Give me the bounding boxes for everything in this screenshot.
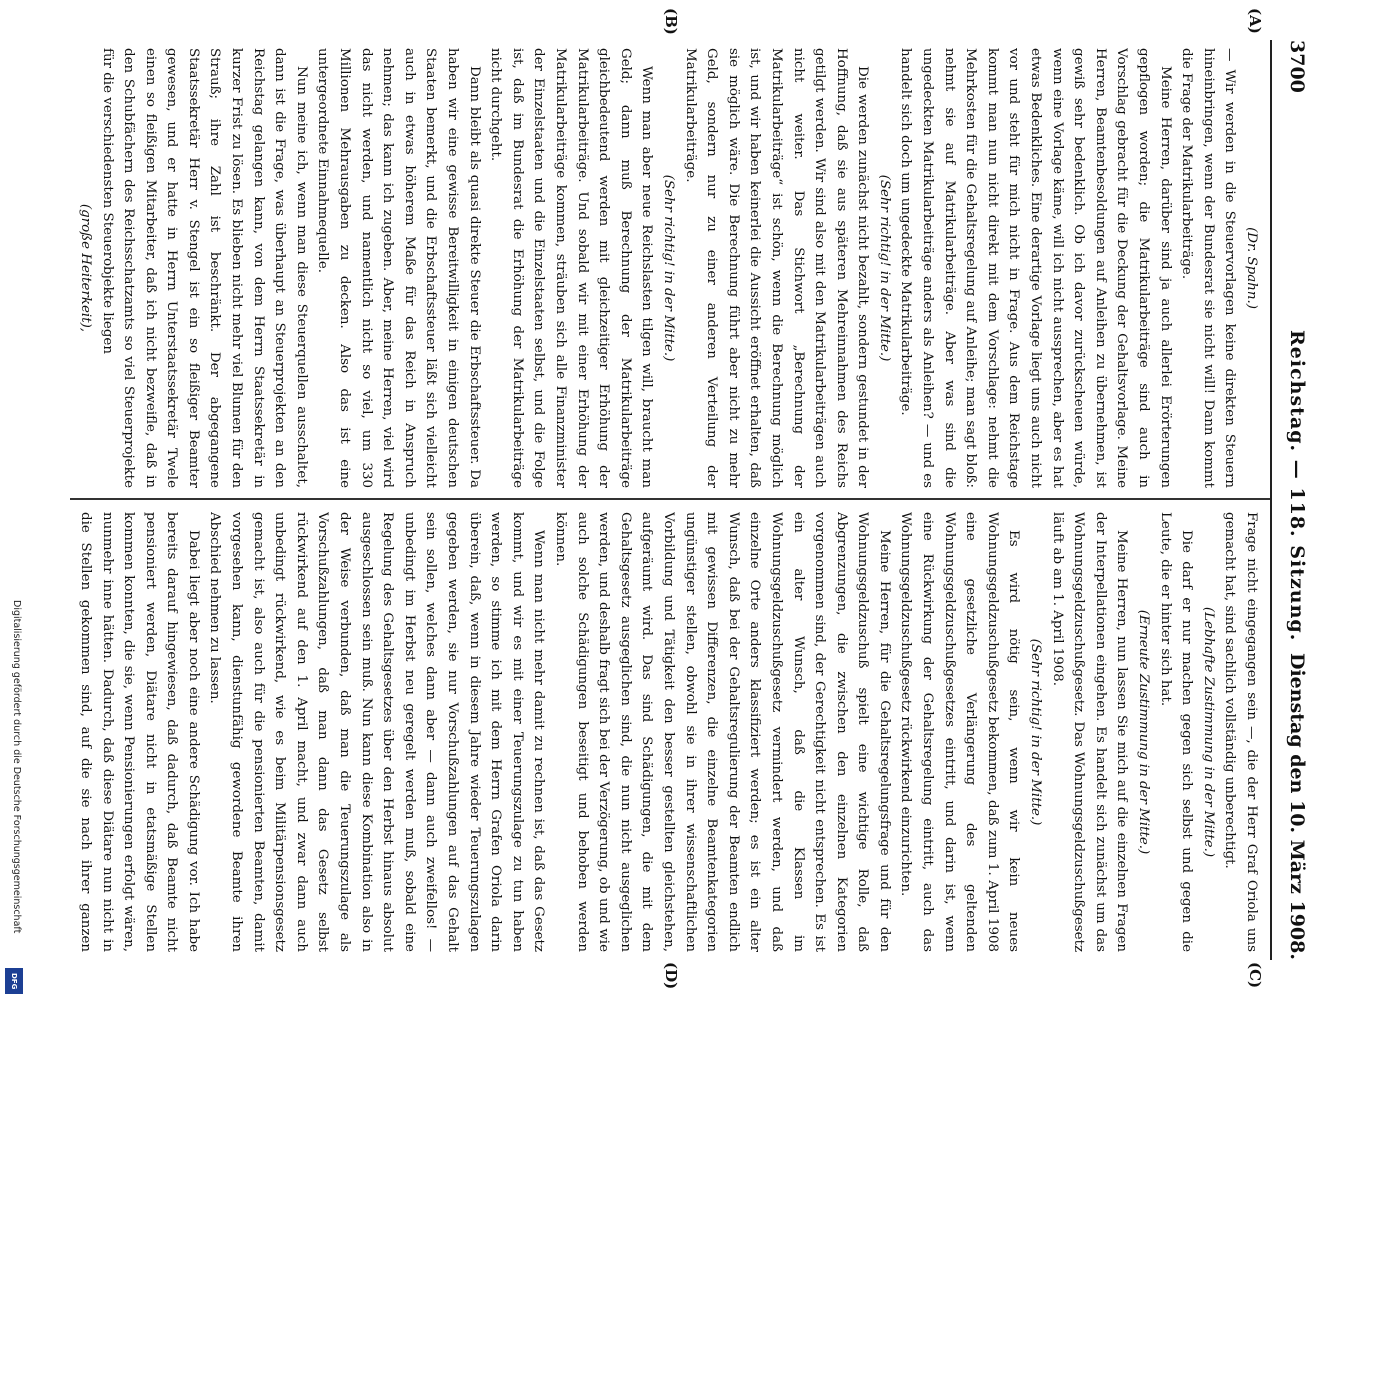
page-header: [1270, 40, 1320, 960]
stage-direction: (Lebhafte Zustimmung in der Mitte.): [1200, 606, 1216, 858]
paragraph: Nun meine ich, wenn man diese Steuerquellen ausschaltet, dann ist die Frage, was überhaupt an Steuerprojekten an den Reichstag gelangen kann, von dem Herrn Staatssekretär in kurzer Frist zu lösen. Es blieben nicht mehr viel Blumen für den Strauß; ihre Zahl ist beschränkt. Der abgegangene Staatssekretär Herr v. Stengel ist ein so fleißiger Beamter gewesen, und er hatte in Herrn Unterstaatssekretär Twele einen so fleißigen Mitarbeiter, daß ich nicht bezweifle, daß in den Schubfächern des Reichsschatzamts so viel Steuerprojekte für die verschiedensten Steuerobjekte liegen: [99, 48, 309, 488]
paragraph: Die werden zunächst nicht bezahlt, sondern gestundet in der Hoffnung, daß sie aus späteren Mehreinnahmen des Reichs getilgt werden. Wir sind also mit den Matrikularbeiträgen auch nicht weiter. Das Stichwort „Berechnung der Matrikularbeiträge“ ist schön, wenn die Berechnung möglich ist, und wir haben keinerlei die Aussicht eröffnet erhalten, daß sie möglich wäre. Die Berechnung führt aber nicht zu mehr Geld, sondern nur zu einer anderen Verteilung der Matrikularbeiträge.: [682, 48, 871, 488]
session-title: Reichstag. — 118. Sitzung.: [1286, 330, 1308, 642]
credit-text: Digitalisierung gefördert durch die Deutsche Forschungsgemeinschaft: [11, 600, 22, 934]
page-number: 3700: [1286, 40, 1308, 93]
paragraph: Die darf er nur machen gegen sich selbst und gegen die Leute, die er hinter sich hat.: [1157, 512, 1195, 952]
stage-direction: (Sehr richtig! in der Mitte.): [660, 174, 676, 362]
paragraph: Meine Herren, für die Gehaltsregelungsfrage und für den Wohnungsgeldzuschuß spielt eine wichtige Rolle, daß Abgrenzungen, die zwischen den einzelnen Kategorien vorgenommen sind, der Gerechtigkeit nicht entsprechen. Es ist ein alter Wunsch, daß die Klassen im Wohnungsgeldzuschußgesetz vermindert werden, und daß einzelne Orte anders klassifiziert werden; es ist ein alter Wunsch, daß bei der Gehaltsregulierung der Beamten endlich mit gewissen Differenzen, die einzelne Beamtenkategorien ungünstiger stellen, obwohl sie in ihrer wissenschaftlichen Vorbildung und Tätigkeit den besser gestellten gleichstehen, aufgeräumt wird. Das sind Schädigungen, die mit dem Gehaltsgesetz ausgeglichen sind, die nun nicht ausgeglichen werden, und deshalb fragt sich bei der Verzögerung, ob und wie auch solche Schädigungen beseitigt und behoben werden können.: [553, 512, 892, 952]
rotated-page: [60, 0, 1320, 1000]
header-rule: [1270, 40, 1272, 960]
dfg-logo: DFG: [5, 968, 23, 994]
paragraph: Dann bleibt als quasi direkte Steuer die Erbschaftssteuer. Da haben wir eine gewisse Bereitwilligkeit in einigen deutschen Staaten bemerkt, und die Erbschaftssteuer läßt sich vielleicht auch in etwas höherem Maße für das Reich in Anspruch nehmen; das kann ich zugeben. Aber, meine Herren, viel wird das nicht werden, und namentlich nicht so viel, um 330 Millionen Mehrausgaben zu decken. Also das ist eine untergeordnete Einnahmequelle.: [315, 48, 482, 488]
stage-direction: (Erneute Zustimmung in der Mitte.): [1136, 609, 1152, 855]
margin-mark-b: (B): [662, 8, 680, 35]
stage-direction: (Sehr richtig! in der Mitte.): [876, 174, 892, 362]
paragraph: Meine Herren, nun lassen Sie mich auf die einzelnen Fragen der Interpellationen eingehen. Es handelt sich zunächst um das Wohnungsgeldzuschußgesetz. Das Wohnungsgeldzuschußgesetz läuft ab am 1. April 1908.: [1049, 512, 1130, 952]
left-column: [72, 48, 1262, 488]
margin-mark-c: (C): [1246, 962, 1264, 989]
speaker-note: (Dr. Spahn.): [1244, 227, 1259, 309]
paragraph: Wenn man aber neue Reichslasten tilgen will, braucht man Geld; dann muß Berechnung der Matrikularbeiträge gleichbedeutend werden mit gleichzeitiger Erhöhung der Matrikularbeiträge. Und sobald wir mit einer Erhöhung der Matrikularbeiträge kommen, sträuben sich alle Finanzminister der Einzelstaaten und die Einzelstaaten selbst, und die Folge ist, daß im Bundesrat die Erhöhung der Matrikularbeiträge nicht durchgeht.: [488, 48, 655, 488]
paragraph: Es wird nötig sein, wenn wir kein neues Wohnungsgeldzuschußgesetz bekommen, daß zum 1. April 1908 eine gesetzliche Verlängerung des geltenden Wohnungsgeldzuschußgesetzes eintritt, und darin ist, wenn eine Rückwirkung der Gehaltsregelung eintritt, auch das Wohnungsgeldzuschußgesetz rückwirkend einzurichten.: [898, 512, 1022, 952]
right-column: [72, 512, 1262, 952]
paragraph: — Wir werden in die Steuervorlagen keine direkten Steuern hineinbringen, wenn der Bundesrat sie nicht will! Dann kommt die Frage der Matrikularbeiträge.: [1179, 48, 1238, 488]
margin-mark-a: (A): [1246, 8, 1264, 34]
paragraph: [72, 48, 74, 488]
stage-direction: (Sehr richtig! in der Mitte.): [1028, 638, 1044, 826]
stage-direction: (große Heiterkeit),: [77, 203, 93, 333]
paragraph: Frage nicht eingegangen sein —, die der Herr Graf Oriola uns gemacht hat, sind sachlich vollständig unberechtigt.: [1222, 512, 1259, 952]
digitization-credit: [2, 0, 26, 1000]
margin-mark-d: (D): [662, 962, 680, 990]
column-rule: [70, 498, 1270, 500]
paragraph: Wenn man nicht mehr damit zu rechnen ist, daß das Gesetz kommt, und wir es mit einer Teuerungszulage zu tun haben werden, so stimme ich mit dem Herrn Grafen Oriola darin überein, daß, wenn in diesem Jahre wieder Teuerungszulagen gegeben werden, sie nur Vorschußzahlungen auf das Gehalt sein sollen, welches dann aber — dann auch zweifellos! — unbedingt im Herbst neu geregelt werden muß, sobald eine Regelung des Gehaltsgesetzes über den Herbst hinaus absolut ausgeschlossen sein muß. Nun kann diese Kombination also in der Weise verbunden, daß man die Teuerungszulage als Vorschußzahlungen, daß man dann das Gesetz selbst rückwirkend auf den 1. April macht, und zwar dann auch unbedingt rückwirkend, wie es beim Militärpensionsgesetz gemacht ist, also auch für die pensionierten Beamten, damit vorgesehen kann, dienstunfähig gewordene Beamte ihren Abschied nehmen zu lassen.: [207, 512, 547, 952]
session-date: Dienstag den 10. März 1908.: [1286, 652, 1308, 960]
paragraph: Dabei liegt aber noch eine andere Schädigung vor. Ich habe bereits darauf hingewiesen, daß dadurch, daß Beamte nicht pensioniert werden, Diätare nicht in etatsmäßige Stellen kommen konnten, die sie, wenn Pensionierungen erfolgt wären, nunmehr inne hätten. Dadurch, daß diese Diätare nun nicht in die Stellen gekommen sind, auf die sie nach ihrer ganzen: [77, 512, 201, 952]
paragraph: Meine Herren, darüber sind ja auch allerlei Erörterungen gepflogen worden; die Matrikularbeiträge sind auch in Vorschlag gebracht für die Deckung der Gehaltsvorlage. Meine Herren, Beamtenbesoldungen auf Anleihen zu übernehmen, ist gewiß sehr bedenklich. Ob ich davor zurückscheuen würde, wenn eine Vorlage käme, will ich nicht aussprechen, aber es hat etwas Bedenkliches. Eine derartige Vorlage liegt uns auch nicht vor und steht für mich nicht in Frage. Aus dem Reichstage kommt man nun nicht direkt mit dem Vorschlage: nehmt die Mehrkosten für die Gehaltsregelung auf Anleihe; man sagt bloß: nehmt sie auf Matrikularbeiträge. Aber was sind die ungedeckten Matrikularbeiträge anders als Anleihen? — und es handelt sich doch um ungedeckte Matrikularbeiträge.: [898, 48, 1173, 488]
